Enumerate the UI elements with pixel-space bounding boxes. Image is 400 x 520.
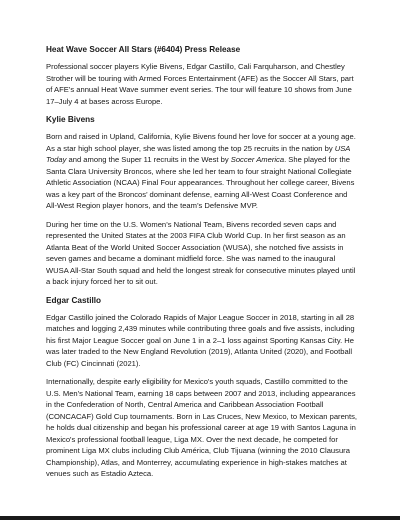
castillo-paragraph-1: Edgar Castillo joined the Colorado Rapids of Major League Soccer in 2018, starting in all 28 matches and logging 2,439 minutes while contributing three goals and five assists, including his first Major League Soccer goal on June 1 in a 2–1 loss against Sporting Kansas City. He was later traded to the New England Revolution (2019), Atlanta United (2020), and Football Club (FC) Cincinnati (2021). (46, 312, 355, 368)
bivens-p1-text-c: . She played for the Santa Clara University Broncos, where she led her team to four straight National Collegiate Athletic Association (NCAA) Final Four appearances. Throughout her college career, Bivens was a key part of the Broncos’ dominant defense, earning All-West Coast Conference and All-West Region player honors, and the team’s Defensive MVP. (46, 155, 355, 210)
document-title: Heat Wave Soccer All Stars (#6404) Press Release (46, 45, 241, 54)
soccer-america-italic: Soccer America (230, 155, 285, 164)
section-heading-edgar-castillo: Edgar Castillo (46, 295, 102, 305)
section-heading-kylie-bivens: Kylie Bivens (46, 115, 95, 124)
usa-today-italic: USA Today (46, 143, 351, 164)
press-release-page (46, 44, 358, 487)
bivens-p1-text-b: and among the Super 11 recruits in the West by (66, 155, 231, 164)
bivens-paragraph-2: During her time on the U.S. Women’s National Team, Bivens recorded seven caps and represented the United States at the 2003 FIFA Club World Cup. In her first season as an Atlanta Beat of the World United Soccer Association (WUSA), she notched five assists in seven games and became a dominant midfield force. She was named to the inaugural WUSA All-Star South squad and held the longest streak for consecutive minutes played until a back injury forced her to sit out. (46, 219, 356, 286)
intro-paragraph: Professional soccer players Kylie Bivens, Edgar Castillo, Cali Farquharson, and Chestley Strother will be touring with Armed Forces Entertainment (AFE) as the Soccer All Stars, part of AFE’s annual Heat Wave summer event series. The tour will feature 10 shows from June 17–July 4 at bases across Europe. (46, 62, 354, 106)
bivens-p1-text-a: Born and raised in Upland, California, Kylie Bivens found her love for soccer at a young age. As a star high school player, she was listed among the top 25 recruits in the nation by (46, 132, 356, 153)
castillo-paragraph-2: Internationally, despite early eligibility for Mexico's youth squads, Castillo committed to the U.S. Men's National Team, earning 18 caps between 2007 and 2013, including appearances in the Confederation of North, Central America and Caribbean Association Football (CONCACAF) Gold Cup tournaments. Born in Las Cruces, New Mexico, to Mexican parents, he holds dual citizenship and began his professional career at age 19 with Santos Laguna in Mexico's professional football league, Liga MX. Over the next decade, he competed for prominent Liga MX clubs including Club América, Club Tijuana (winning the 2010 Clausura Championship), Atlas, and Monterrey, accumulating experience in high-stakes matches at venues such as Estadio Azteca. (46, 377, 358, 478)
bottom-border (0, 516, 400, 520)
bivens-paragraph-1 (46, 131, 358, 212)
